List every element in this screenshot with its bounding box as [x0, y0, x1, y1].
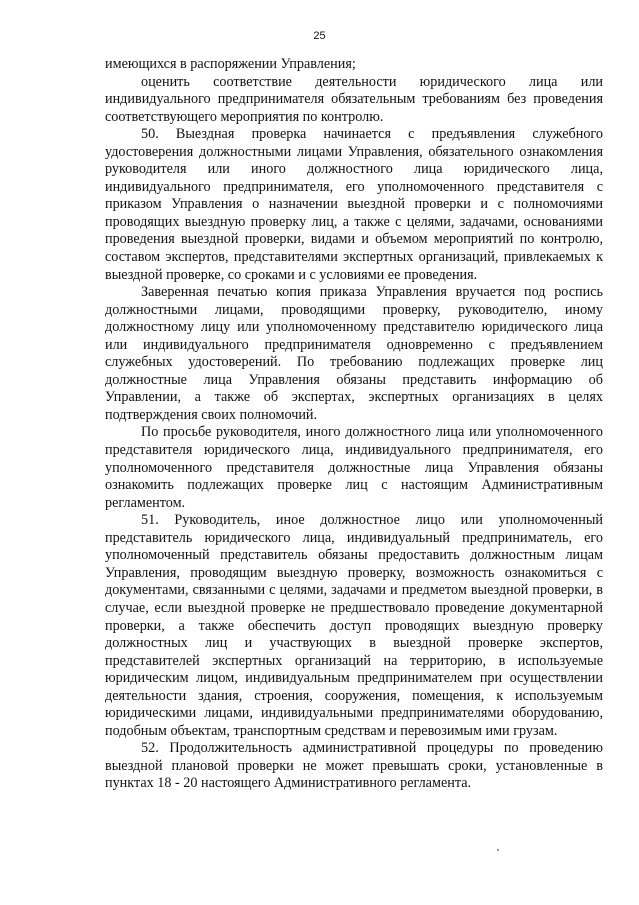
paragraph-51: 51. Руководитель, иное должностное лицо или уполномоченный представитель юридического лица, индивидуальный предприниматель, его уполномоченный представитель обязаны предоставить должностным лицам Управления, проводящим выездную проверку, возможность ознакомиться с документами, связанными с целями, задачами и предметом выездной проверки, в случае, если выездной проверке не предшествовало проведение документарной проверки, а также обеспечить доступ проводящих выездную проверку должностных лиц и участвующих в выездной проверке экспертов, представителей экспертных организаций на территорию, в используемые юридическим лицом, индивидуальным предпринимателем при осуществлении деятельности здания, строения, сооружения, помещения, к используемым юридическими лицами, индивидуальными предпринимателями оборудованию, подобным объектам, транспортным средствам и перевозимым ими грузам. [105, 512, 603, 739]
paragraph-continuation: имеющихся в распоряжении Управления; [105, 56, 356, 72]
page-number: 25 [313, 30, 326, 42]
paragraph-upon-request: По просьбе руководителя, иного должностного лица или уполномоченного представителя юридического лица, индивидуального предпринимателя, его уполномоченного представителя должностные лица Управления обязаны ознакомить подлежащих проверке лиц с настоящим Административным регламентом. [105, 424, 603, 511]
paragraph-50: 50. Выездная проверка начинается с предъявления служебного удостоверения должностными лицами Управления, обязательного ознакомления руководителя или иного должностного лица юридического лица, индивидуального предпринимателя, его уполномоченного представителя с приказом Управления о назначении выездной проверки и с полномочиями проводящих выездную проверку лиц, а также с целями, задачами, основаниями проведения выездной проверки, видами и объемом мероприятий по контролю, составом экспертов, представителями экспертных организаций, привлекаемых к выездной проверке, со сроками и с условиями ее проведения. [105, 126, 603, 283]
document-body [105, 56, 603, 793]
scan-speck [497, 849, 499, 851]
paragraph-assess-compliance: оценить соответствие деятельности юридического лица или индивидуального предпринимателя обязательным требованиям без проведения соответствующего мероприятия по контролю. [105, 73, 603, 125]
paragraph-order-copy: Заверенная печатью копия приказа Управления вручается под роспись должностными лицами, проводящими проверку, руководителю, иному должностному лицу или уполномоченному представителю юридического лица или индивидуального предпринимателя одновременно с предъявлением служебных удостоверений. По требованию подлежащих проверке лиц должностные лица Управления обязаны представить информацию об Управлении, а также об экспертах, экспертных организациях в целях подтверждения своих полномочий. [105, 284, 603, 423]
paragraph-52: 52. Продолжительность административной процедуры по проведению выездной плановой проверки не может превышать сроки, установленные в пунктах 18 - 20 настоящего Административного регламента. [105, 740, 603, 792]
